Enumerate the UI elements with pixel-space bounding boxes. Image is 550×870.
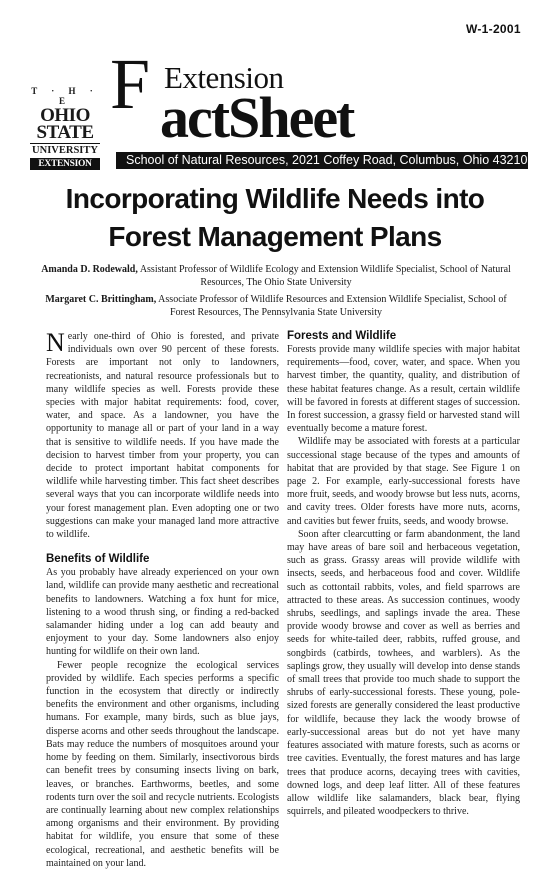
page-title-line-1: Incorporating Wildlife Needs into — [65, 183, 485, 214]
logo-extension: EXTENSION — [30, 158, 100, 170]
author-brittingham — [40, 293, 512, 319]
forests-paragraph-3: Soon after clearcutting or farm abandonment, the land may have areas of bare soil and herbaceous vegetation, such as grass. Grassy areas will provide wildlife with insects, seeds, and herbaceous food and cover. Wildlife such as cottontail rabbits, voles, and field sparrows are attracted to these areas. As succession continues, woody shrubs, seedlings, and saplings invade the area. These provide woody browse and cover as well as berries and seeds for white-tailed deer, rabbits, ruffed grouse, and songbirds (catbirds, towhees, and warblers). As the saplings grow, they usually will develop into dense stands of small trees that provide too much shade to support the shrubs of early-successional forests. These young, pole-sized forests are generally considered the least productive for wildlife, because they lack the woody browse of early-successional areas but do not yet have many features associated with mature forests, such as acorns or tree cavities. Eventually, the forest matures and has large trees that produce acorns, decaying trees with cavities, downed logs, and deep leaf litter. All of these features allow wildlife like salamanders, black bear, flying squirrels, and pileated woodpeckers to thrive. — [287, 528, 520, 818]
author-affiliation: Assistant Professor of Wildlife Ecology and Extension Wildlife Specialist, School of Natural Resources, The Ohio State University — [137, 264, 511, 288]
author-name: Margaret C. Brittingham, — [45, 294, 157, 305]
author-name: Amanda D. Rodewald, — [41, 264, 138, 275]
brand-extension-word: Extension — [164, 60, 284, 95]
forests-heading: Forests and Wildlife — [287, 330, 397, 342]
intro-text: early one-third of Ohio is forested, and private individuals own over 90 percent of these forests. Forests are important not only to landowners, recreationists, and natural resource professionals but to many wildlife species as well. Forests provide these species with major habitat requirements: food, cover, water, and space. As a landowner, you have the opportunity to manage all or part of your land in a way that is sensitive to wildlife needs. If you have made the decision to harvest timber from your property, you can decide to protect important habitat components for wildlife while harvesting timber. This fact sheet describes several ways that you can incorporate wildlife needs into your forest management plan. Even adopting one or two suggestions can make your managed land more attractive to wildlife. — [46, 331, 279, 541]
author-rodewald — [40, 263, 512, 289]
brand-letter-f: F — [110, 44, 151, 124]
forests-paragraph-2: Wildlife may be associated with forests at a particular successional stage because of the types and amounts of habitat that are provided by that stage. See Figure 1 on page 2. For example, early-successional forests have more fruit, seeds, and woody browse but less nuts, acorns, and cavity trees. Older forests have more nuts, acorns, and cavities but fewer fruits, seeds, and woody browse. — [287, 436, 521, 527]
author-affiliation: Associate Professor of Wildlife Resources and Extension Wildlife Specialist, School of Forest Resources, The Pennsylvania State University — [156, 294, 507, 318]
ohio-state-extension-logo — [30, 86, 100, 170]
logo-university: UNIVERSITY — [30, 143, 100, 156]
right-column — [287, 330, 520, 818]
benefits-paragraph-1: As you probably have already experienced on your own land, wildlife can provide many aesthetic and recreational benefits to landowners. Watching a fox hunt for mice, listening to a wood thrush sing, or finding a red-backed salamander hiding under a log can add beauty and enjoyment to your day. Some landowners also enjoy hunting for wildlife on their own land. — [46, 567, 279, 658]
forests-paragraph-1: Forests provide many wildlife species with major habitat requirements—food, cover, water, and space. When you harvest timber, the quantity, quality, and distribution of these habitat features change. As a result, certain wildlife will be favored in forests at different stages of succession. In forest succession, a grassy field or harvested stand will eventually become a mature forest. — [287, 344, 520, 435]
logo-ohio: OHIO — [40, 105, 90, 126]
school-address-bar: School of Natural Resources, 2021 Coffey Road, Columbus, Ohio 43210 — [116, 152, 528, 169]
page-title-line-2: Forest Management Plans — [108, 221, 442, 252]
drop-cap: N — [46, 328, 65, 357]
benefits-paragraph-2: Fewer people recognize the ecological services provided by wildlife. Each species performs a specific function in the ecosystem that directly or indirectly benefits the environment and other organisms, including humans. For example, many birds, such as blue jays, disperse acorns and other seeds throughout the landscape. Bats may reduce the numbers of mosquitoes around your home by feeding on them. Similarly, insectivorous birds can benefit trees by consuming insects living on bark, leaves, or branches. Earthworms, beetles, and some rodents turn over the soil and recycle nutrients. Ecologists are continually learning about new complex relationships among organisms and their environment. By providing habitat for wildlife, you ensure that some of these ecological, recreational, and aesthetic benefits will be maintained on your land. — [46, 659, 279, 869]
document-code: W-1-2001 — [466, 22, 521, 36]
brand-actsheet-word: actSheet — [160, 85, 354, 150]
intro-paragraph — [46, 330, 279, 541]
left-column — [46, 330, 279, 870]
logo-the: T · H · E — [31, 86, 99, 106]
benefits-heading: Benefits of Wildlife — [46, 553, 150, 566]
logo-state: STATE — [36, 122, 94, 143]
